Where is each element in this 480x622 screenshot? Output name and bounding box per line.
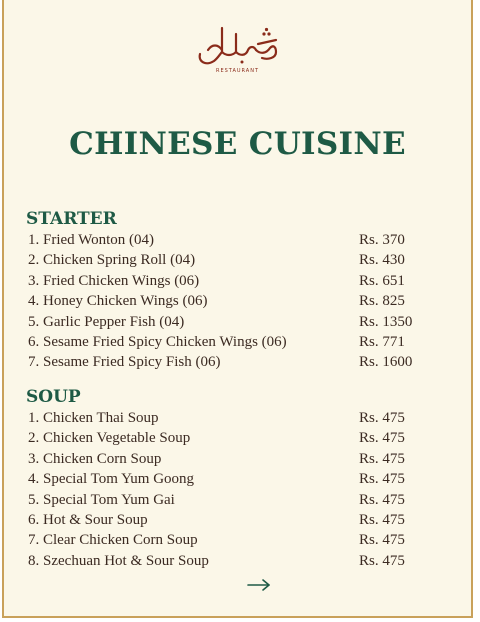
menu-item — [26, 230, 446, 250]
menu-item-name: 7. Sesame Fried Spicy Fish (06) — [28, 354, 221, 371]
menu-item-name: 4. Special Tom Yum Goong — [28, 471, 195, 488]
menu-item-price: Rs. 475 — [359, 410, 405, 426]
menu-item — [26, 428, 446, 448]
menu-item-name: 5. Special Tom Yum Gai — [28, 491, 175, 508]
page-title: CHINESE CUISINE — [69, 126, 406, 162]
menu-item — [26, 469, 446, 489]
menu-item-price: Rs. 475 — [359, 552, 405, 569]
menu-item — [26, 352, 446, 372]
menu-item-name: 1. Chicken Thai Soup — [28, 410, 159, 426]
menu-item-name: 6. Hot & Sour Soup — [28, 511, 148, 528]
menu-item-name: 6. Sesame Fried Spicy Chicken Wings (06) — [28, 333, 287, 350]
menu-item — [26, 510, 446, 530]
menu-item-price: Rs. 475 — [359, 430, 405, 447]
menu-item — [26, 551, 446, 571]
menu-item-price: Rs. 825 — [359, 293, 405, 310]
menu-item — [26, 332, 446, 352]
menu-item-name: 7. Clear Chicken Corn Soup — [28, 532, 198, 549]
menu-item-name: 4. Honey Chicken Wings (06) — [28, 293, 208, 310]
menu-item-price: Rs. 430 — [359, 252, 405, 269]
menu-item-price: Rs. 771 — [359, 333, 405, 350]
menu-item-price: Rs. 475 — [359, 532, 405, 549]
menu-item — [26, 250, 446, 270]
menu-item-name: 3. Fried Chicken Wings (06) — [28, 272, 200, 289]
menu-page — [2, 0, 473, 618]
arrow-right-icon — [246, 578, 272, 592]
menu-item-price: Rs. 1350 — [359, 313, 413, 330]
menu-item — [26, 408, 446, 428]
menu-item-price: Rs. 475 — [359, 450, 405, 467]
section-starter — [26, 208, 446, 373]
menu-item-price: Rs. 475 — [359, 491, 405, 508]
logo-subtitle: RESTAURANT — [215, 68, 260, 74]
section-title-soup: SOUP — [26, 387, 81, 407]
menu-item-name: 8. Szechuan Hot & Sour Soup — [28, 552, 209, 569]
menu-item — [26, 490, 446, 510]
menu-item — [26, 449, 446, 469]
menu-item-price: Rs. 1600 — [359, 354, 413, 371]
menu-item — [26, 271, 446, 291]
menu-item — [26, 312, 446, 332]
menu-item-price: Rs. 370 — [359, 232, 405, 248]
section-title-starter: STARTER — [26, 209, 117, 229]
next-page-button[interactable] — [242, 570, 276, 600]
menu-item-name: 1. Fried Wonton (04) — [28, 232, 155, 248]
menu-item — [26, 530, 446, 550]
menu-item-name: 5. Garlic Pepper Fish (04) — [28, 313, 185, 330]
section-soup — [26, 386, 446, 571]
menu-item-price: Rs. 475 — [359, 511, 405, 528]
menu-item-price: Rs. 475 — [359, 471, 405, 488]
logo-calligraphy-icon — [192, 14, 284, 70]
menu-item-name: 2. Chicken Vegetable Soup — [28, 430, 191, 447]
menu-item — [26, 291, 446, 311]
menu-item-name: 2. Chicken Spring Roll (04) — [28, 252, 196, 269]
menu-item-price: Rs. 651 — [359, 272, 405, 289]
restaurant-logo — [4, 14, 471, 84]
menu-item-name: 3. Chicken Corn Soup — [28, 450, 162, 467]
